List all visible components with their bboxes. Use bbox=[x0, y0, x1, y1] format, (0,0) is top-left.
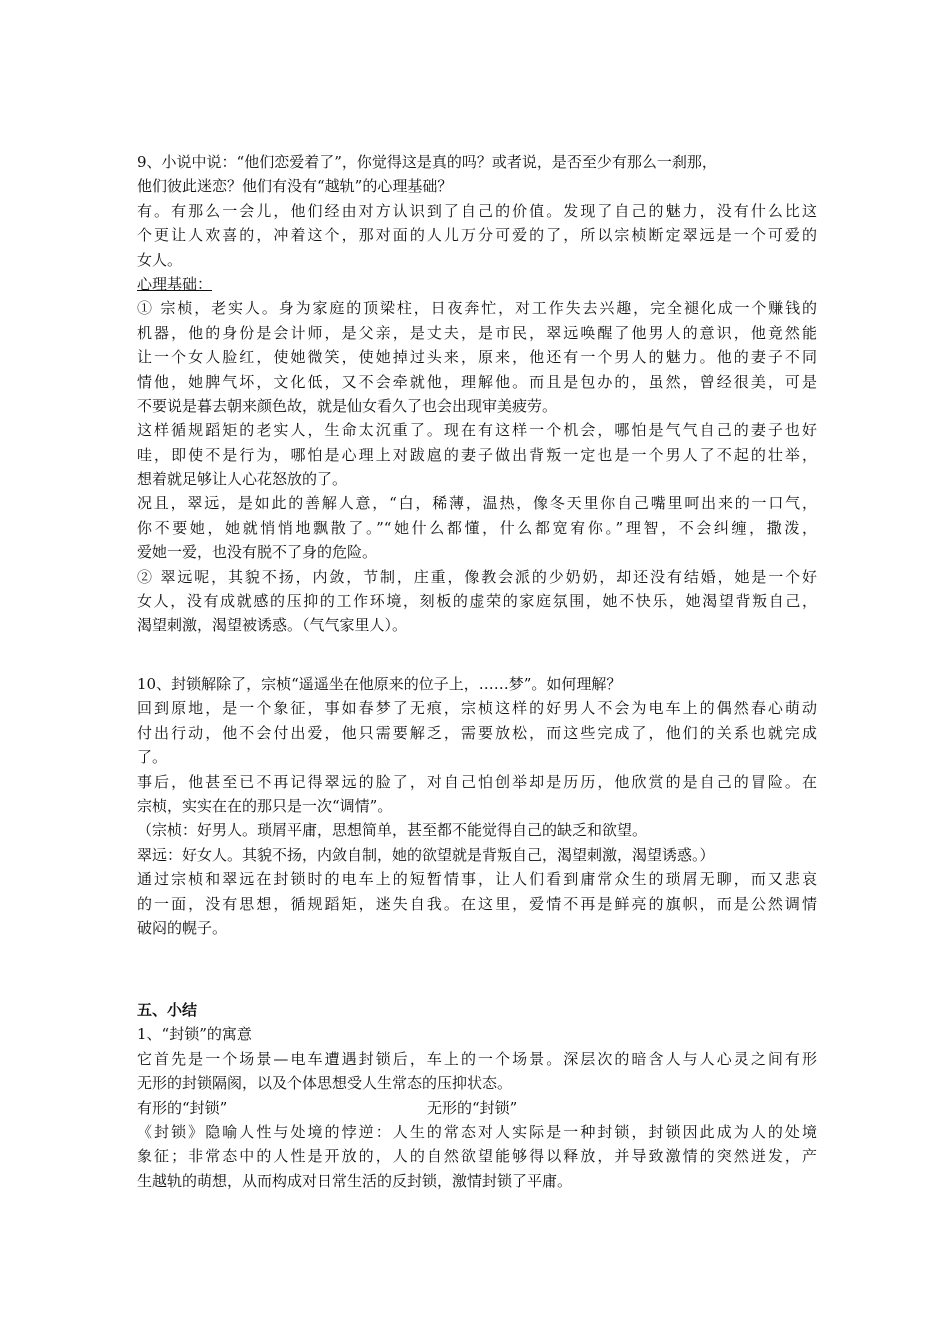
q9-p2-line-1: 这样循规蹈矩的老实人，生命太沉重了。现在有这样一个机会，哪怕是气气自己的妻子也好 bbox=[137, 421, 817, 440]
q9-p1-line-1: ① 宗桢，老实人。身为家庭的顶梁柱，日夜奔忙，对工作失去兴趣，完全褪化成一个赚钱的 bbox=[137, 299, 817, 318]
question-9 bbox=[137, 150, 817, 638]
q9-p2-line-3: 想着就足够让人心花怒放的了。 bbox=[137, 470, 348, 489]
question-10-line: 10、封锁解除了，宗桢“遥遥坐在他原来的位子上，……梦”。如何理解？ bbox=[137, 675, 622, 693]
summary-section bbox=[137, 998, 817, 1193]
q9-p1-line-5: 不要说是暮去朝来颜色故，就是仙女看久了也会出现审美疲劳。 bbox=[137, 396, 558, 415]
q9-p2-line-2: 哇，即使不是行为，哪怕是心理上对跋扈的妻子做出背叛一定也是一个男人了不起的壮举， bbox=[137, 445, 817, 464]
q9-p4-line-3: 渴望刺激，渴望被诱惑。（气气家里人）。 bbox=[137, 616, 408, 635]
answer-9-line-3: 女人。 bbox=[137, 250, 183, 269]
q10-p3-line-2: 翠远：好女人。其貌不扬，内敛自制，她的欲望就是背叛自己，渴望刺激，渴望诱惑。） bbox=[137, 845, 715, 864]
q9-p4-line-1: ② 翠远呢，其貌不扬，内敛，节制，庄重，像教会派的少奶奶，却还没有结婚，她是一个好 bbox=[137, 567, 817, 586]
q9-p1-line-2: 机器，他的身份是会计师，是父亲，是丈夫，是市民，翠远唤醒了他男人的意识，他竟然能 bbox=[137, 323, 817, 342]
summary-p1-line-1: 它首先是一个场景—电车遭遇封锁后，车上的一个场景。深层次的暗含人与人心灵之间有形 bbox=[137, 1049, 817, 1068]
q10-p1-line-3: 了。 bbox=[137, 748, 168, 767]
summary-p2-line-2: 象征；非常态中的人性是开放的，人的自然欲望能够得以释放，并导致激情的突然迸发，产 bbox=[137, 1147, 817, 1166]
question-9-line-1: 9、小说中说：“他们恋爱着了”，你觉得这是真的吗？或者说，是否至少有那么一刹那， bbox=[137, 153, 717, 171]
blockade-types-row bbox=[137, 1096, 817, 1120]
q9-p1-line-3: 让一个女人脸红，使她微笑，使她掉过头来，原来，他还有一个男人的魅力。他的妻子不同 bbox=[137, 348, 817, 367]
q10-p4-line-3: 破闷的幌子。 bbox=[137, 918, 228, 937]
q10-p1-line-2: 付出行动，他不会付出爱，他只需要解乏，需要放松，而这些完成了，他们的关系也就完成 bbox=[137, 723, 817, 742]
summary-p2-line-3: 生越轨的萌想，从而构成对日常生活的反封锁，激情封锁了平庸。 bbox=[137, 1171, 573, 1190]
summary-heading: 五、小结 bbox=[137, 1001, 198, 1019]
summary-p1-line-2: 无形的封锁隔阂，以及个体思想受人生常态的压抑状态。 bbox=[137, 1074, 513, 1093]
intangible-blockade-label: 无形的“封锁” bbox=[427, 1098, 518, 1117]
q10-p4-line-1: 通过宗桢和翠远在封锁时的电车上的短暂情事，让人们看到庸常众生的琐屑无聊，而又悲哀 bbox=[137, 870, 817, 889]
question-10 bbox=[137, 672, 817, 940]
q10-p4-line-2: 的一面，没有思想，循规蹈矩，迷失自我。在这里，爱情不再是鲜亮的旗帜，而是公然调情 bbox=[137, 894, 817, 913]
q9-p3-line-2: 你不要她，她就悄悄地飘散了。”“她什么都懂，什么都宽宥你。”理智，不会纠缠，撒泼， bbox=[137, 518, 817, 537]
q10-p3-line-1: （宗桢：好男人。琐屑平庸，思想简单，甚至都不能觉得自己的缺乏和欲望。 bbox=[137, 821, 648, 840]
q10-p2-line-1: 事后，他甚至已不再记得翠远的脸了，对自己怕创举却是历历，他欣赏的是自己的冒险。在 bbox=[137, 772, 817, 791]
psychological-basis-heading: 心理基础： bbox=[137, 274, 213, 293]
question-9-line-2: 他们彼此迷恋？他们有没有“越轨”的心理基础？ bbox=[137, 177, 453, 196]
q10-p2-line-2: 宗桢，实实在在的那只是一次“调情”。 bbox=[137, 796, 393, 815]
q9-p3-line-3: 爱她一爱，也没有脱不了身的危险。 bbox=[137, 543, 378, 562]
q9-p1-line-4: 情他，她脾气坏，文化低，又不会牵就他，理解他。而且是包办的，虽然，曾经很美，可是 bbox=[137, 372, 817, 391]
q9-p4-line-2: 女人，没有成就感的压抑的工作环境，刻板的虚荣的家庭氛围，她不快乐，她渴望背叛自己， bbox=[137, 592, 817, 611]
summary-p2-line-1: 《封锁》隐喻人性与处境的悖逆：人生的常态对人实际是一种封锁，封锁因此成为人的处境 bbox=[137, 1122, 817, 1141]
q10-p1-line-1: 回到原地，是一个象征，事如春梦了无痕，宗桢这样的好男人不会为电车上的偶然春心萌动 bbox=[137, 699, 817, 718]
tangible-blockade-label: 有形的“封锁” bbox=[137, 1098, 228, 1117]
answer-9-line-1: 有。有那么一会儿，他们经由对方认识到了自己的价值。发现了自己的魅力，没有什么比这 bbox=[137, 201, 817, 220]
summary-subheading-1: 1、“封锁”的寓意 bbox=[137, 1025, 252, 1044]
q9-p3-line-1: 况且，翠远，是如此的善解人意，“白，稀薄，温热，像冬天里你自己嘴里呵出来的一口气， bbox=[137, 494, 817, 513]
answer-9-line-2: 个更让人欢喜的，冲着这个，那对面的人儿万分可爱的了，所以宗桢断定翠远是一个可爱的 bbox=[137, 226, 817, 245]
